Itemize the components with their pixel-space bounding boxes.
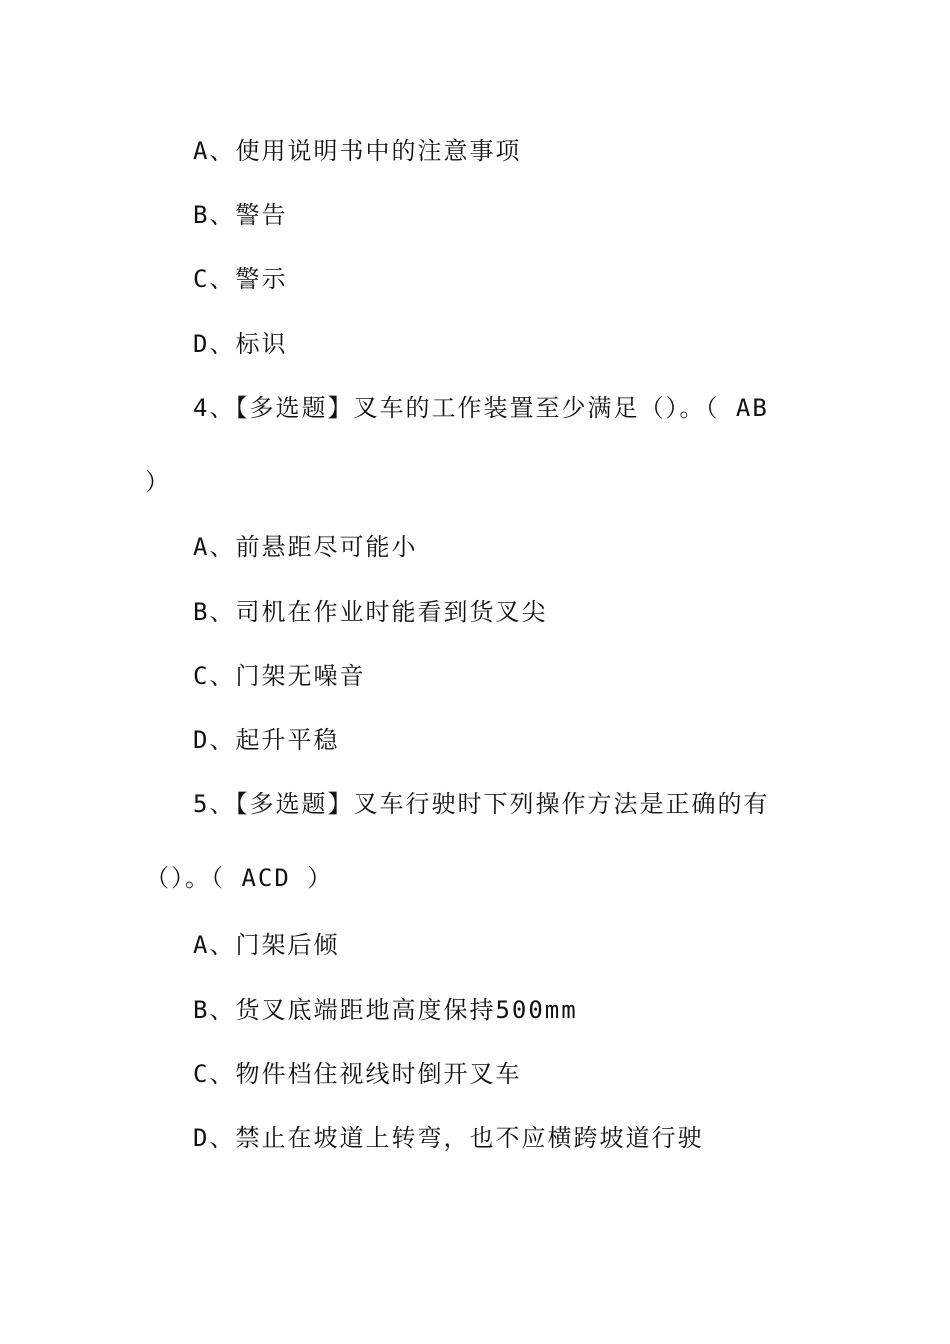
q4-option-b: B、司机在作业时能看到货叉尖 — [193, 598, 548, 626]
q5-option-a: A、门架后倾 — [193, 931, 340, 959]
q5-option-d: D、禁止在坡道上转弯，也不应横跨坡道行驶 — [193, 1124, 704, 1152]
q3-option-b: B、警告 — [193, 201, 288, 229]
q4-option-c: C、门架无噪音 — [193, 662, 366, 690]
q4-option-a: A、前悬距尽可能小 — [193, 533, 418, 561]
q4-stem-line2: ） — [145, 468, 171, 496]
q5-option-b: B、货叉底端距地高度保持500mm — [193, 996, 578, 1024]
q4-option-d: D、起升平稳 — [193, 726, 340, 754]
q5-stem-line1: 5、【多选题】叉车行驶时下列操作方法是正确的有 — [193, 790, 770, 818]
q5-option-c: C、物件档住视线时倒开叉车 — [193, 1060, 522, 1088]
q3-option-c: C、警示 — [193, 265, 288, 293]
q4-stem-line1: 4、【多选题】叉车的工作装置至少满足（）。（ AB — [193, 394, 769, 422]
q5-stem-line2: （）。（ ACD ） — [145, 864, 334, 892]
q3-option-a: A、使用说明书中的注意事项 — [193, 137, 522, 165]
q3-option-d: D、标识 — [193, 330, 288, 358]
